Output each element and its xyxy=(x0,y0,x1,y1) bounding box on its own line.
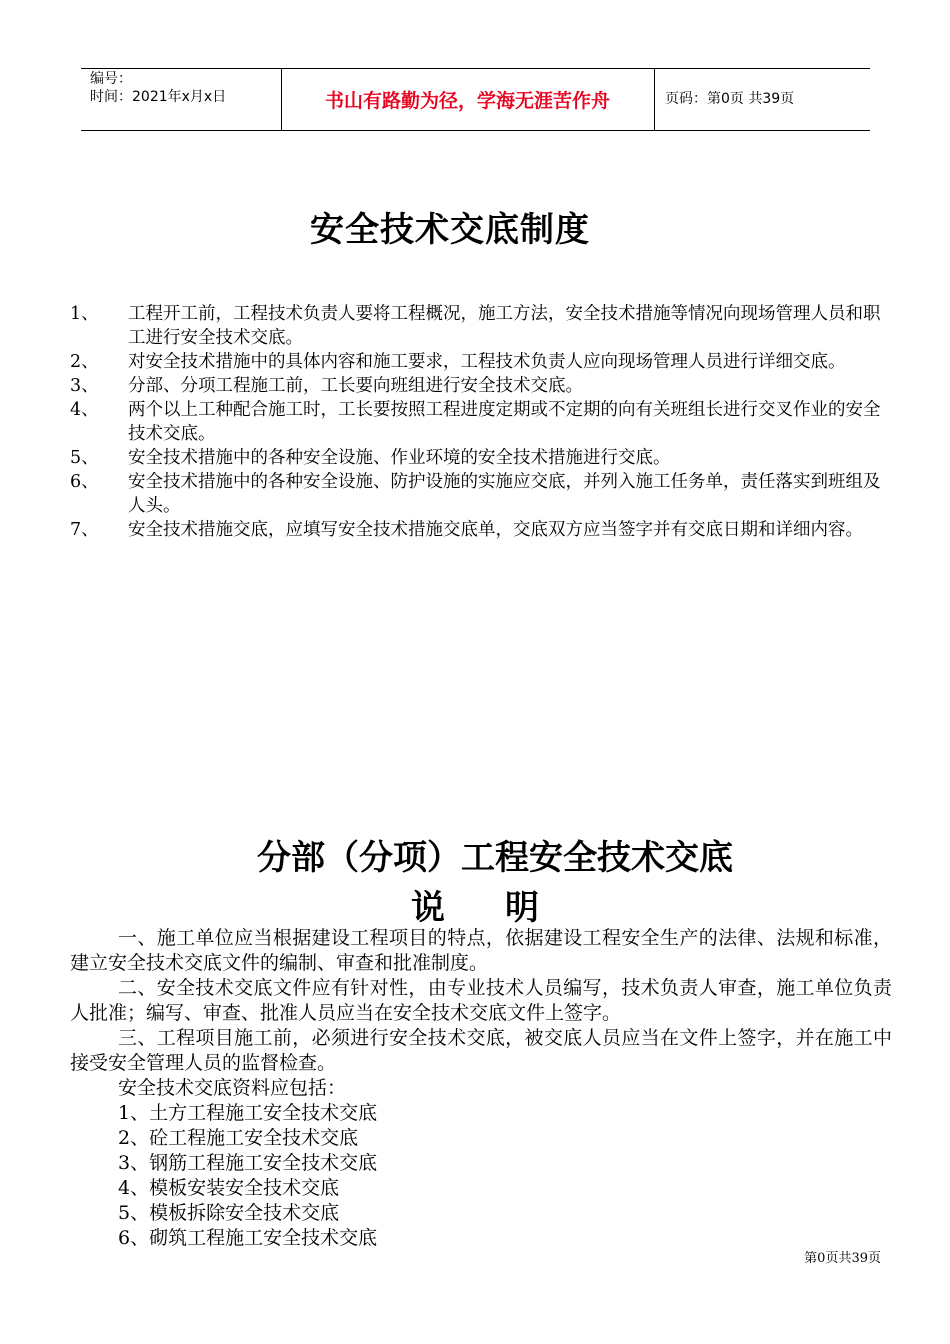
list-item: 1、土方工程施工安全技术交底 xyxy=(118,1102,378,1124)
list-item: 2、砼工程施工安全技术交底 xyxy=(118,1127,359,1149)
header-page-info: 页码：第0页 共39页 xyxy=(665,91,795,107)
list-item xyxy=(70,350,890,374)
list-item xyxy=(70,518,890,542)
item-number: 4、 xyxy=(70,400,99,420)
section2-subtitle: 说明 xyxy=(411,888,599,928)
header-motto: 书山有路勤为径，学海无涯苦作舟 xyxy=(324,90,610,112)
header-center-cell xyxy=(281,69,655,130)
item-text: 对安全技术措施中的具体内容和施工要求，工程技术负责人应向现场管理人员进行详细交底。 xyxy=(128,352,846,372)
item-text: 安全技术措施交底，应填写安全技术措施交底单，交底双方应当签字并有交底日期和详细内容。 xyxy=(128,520,863,540)
item-text: 工程开工前，工程技术负责人要将工程概况，施工方法，安全技术措施等情况向现场管理人员和职工进行安全技术交底。 xyxy=(128,304,881,348)
list-intro: 安全技术交底资料应包括： xyxy=(118,1077,347,1099)
paragraph: 三、工程项目施工前，必须进行安全技术交底，被交底人员应当在文件上签字，并在施工中接受安全管理人员的监督检查。 xyxy=(70,1027,892,1074)
item-text: 安全技术措施中的各种安全设施、防护设施的实施应交底，并列入施工任务单，责任落实到班组及人头。 xyxy=(128,472,881,516)
document-number-label: 编号： xyxy=(90,71,132,87)
paragraph: 一、施工单位应当根据建设工程项目的特点，依据建设工程安全生产的法律、法规和标准，建立安全技术交底文件的编制、审查和批准制度。 xyxy=(70,927,892,974)
header-table xyxy=(81,68,870,131)
item-number: 2、 xyxy=(70,352,99,372)
section1-list xyxy=(70,302,890,542)
list-item xyxy=(70,398,890,446)
list-item: 3、钢筋工程施工安全技术交底 xyxy=(118,1152,378,1174)
document-date: 时间：2021年x月x日 xyxy=(90,89,227,105)
item-number: 1、 xyxy=(70,304,99,324)
section1-title: 安全技术交底制度 xyxy=(310,210,590,250)
paragraph: 二、安全技术交底文件应有针对性，由专业技术人员编写，技术负责人审查，施工单位负责人批准；编写、审查、批准人员应当在安全技术交底文件上签字。 xyxy=(70,977,892,1024)
list-item: 5、模板拆除安全技术交底 xyxy=(118,1202,340,1224)
item-text: 安全技术措施中的各种安全设施、作业环境的安全技术措施进行交底。 xyxy=(128,448,671,468)
header-left-cell xyxy=(81,69,282,130)
list-item xyxy=(70,446,890,470)
item-text: 分部、分项工程施工前，工长要向班组进行安全技术交底。 xyxy=(128,376,583,396)
list-item xyxy=(70,470,890,518)
footer-page-number: 第0页共39页 xyxy=(804,1251,881,1266)
section2-title: 分部（分项）工程安全技术交底 xyxy=(257,838,733,878)
item-text: 两个以上工种配合施工时，工长要按照工程进度定期或不定期的向有关班组长进行交叉作业的安全技术交底。 xyxy=(128,400,881,444)
list-item: 6、砌筑工程施工安全技术交底 xyxy=(118,1227,378,1249)
list-item xyxy=(70,374,890,398)
item-number: 3、 xyxy=(70,376,99,396)
item-number: 7、 xyxy=(70,520,99,540)
item-number: 6、 xyxy=(70,472,99,492)
section2-body xyxy=(70,926,892,1251)
list-item xyxy=(70,302,890,350)
list-item: 4、模板安装安全技术交底 xyxy=(118,1177,340,1199)
header-right-cell xyxy=(655,69,870,130)
item-number: 5、 xyxy=(70,448,99,468)
